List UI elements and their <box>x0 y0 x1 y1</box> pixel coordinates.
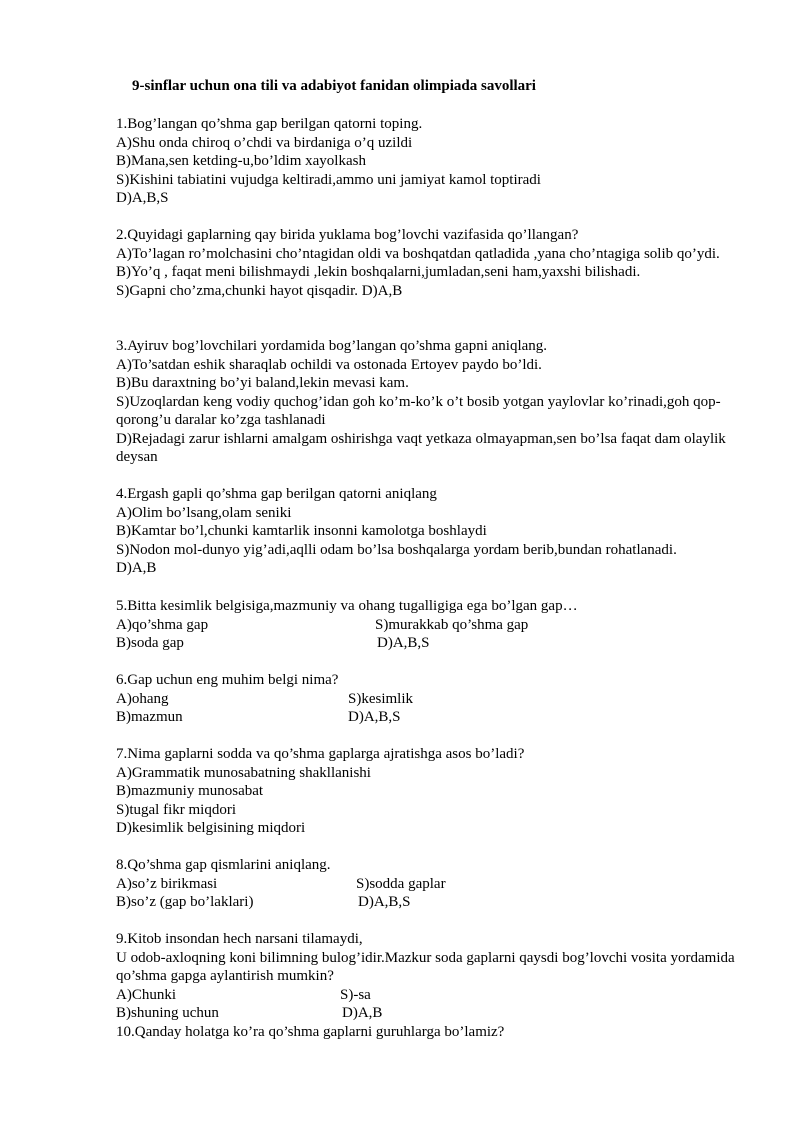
question-4-text: 4.Ergash gapli qo’shma gap berilgan qatorni aniqlang <box>116 486 437 502</box>
question-6-row-2 <box>116 708 746 727</box>
question-10-text: 10.Qanday holatga ko’ra qo’shma gaplarni guruhlarga bo’lamiz? <box>116 1023 505 1040</box>
question-8-row-2 <box>116 893 746 912</box>
question-6-option-b: B)mazmun <box>116 709 183 725</box>
question-4-option-d: D)A,B <box>116 560 157 576</box>
question-5-option-a: A)qo’shma gap <box>116 616 209 633</box>
question-4 <box>116 485 746 578</box>
question-5-row-1 <box>116 616 746 635</box>
question-8-text: 8.Qo’shma gap qismlarini aniqlang. <box>116 857 331 873</box>
question-6 <box>116 671 746 727</box>
question-1-option-s: S)Kishini tabiatini vujudga keltiradi,ammo uni jamiyat kamol toptiradi <box>116 171 541 188</box>
question-5-option-s: S)murakkab qo’shma gap <box>375 616 529 633</box>
question-5-option-d: D)A,B,S <box>377 635 430 651</box>
question-5-text: 5.Bitta kesimlik belgisiga,mazmuniy va ohang tugalligiga ega bo’lgan gap… <box>116 598 578 614</box>
question-3-option-s: S)Uzoqlardan keng vodiy quchog’idan goh ko’m-ko’k o’t bosib yotgan yaylovlar ko’rinadi,goh qop-qorong’u daralar ko’zga tashlanadi <box>116 393 721 428</box>
question-3 <box>116 337 746 467</box>
question-1 <box>116 115 746 208</box>
question-3-option-d: D)Rejadagi zarur ishlarni amalgam oshirishga vaqt yetkaza olmayapman,sen bo’lsa faqat dam olaylik deysan <box>116 430 726 465</box>
question-9-option-d: D)A,B <box>342 1005 383 1021</box>
question-7-text: 7.Nima gaplarni sodda va qo’shma gaplarga ajratishga asos bo’ladi? <box>116 746 525 762</box>
question-2-text: 2.Quyidagi gaplarning qay birida yuklama bog’lovchi vazifasida qo’llangan? <box>116 227 579 243</box>
question-3-option-a: A)To’satdan eshik sharaqlab ochildi va ostonada Ertoyev paydo bo’ldi. <box>116 356 542 373</box>
question-6-option-d: D)A,B,S <box>348 709 401 725</box>
question-1-option-a: A)Shu onda chiroq o’chdi va birdaniga o’q uzildi <box>116 134 413 151</box>
question-1-text: 1.Bog’langan qo’shma gap berilgan qatorni toping. <box>116 116 423 132</box>
question-8 <box>116 856 746 912</box>
question-3-text: 3.Ayiruv bog’lovchilari yordamida bog’langan qo’shma gapni aniqlang. <box>116 338 548 354</box>
question-5-row-2 <box>116 634 746 653</box>
document-title: 9-sinflar uchun ona tili va adabiyot fanidan olimpiada savollari <box>132 78 536 94</box>
question-5 <box>116 597 746 653</box>
question-6-text: 6.Gap uchun eng muhim belgi nima? <box>116 672 339 688</box>
question-9-option-b: B)shuning uchun <box>116 1005 219 1021</box>
question-5-option-b: B)soda gap <box>116 635 184 651</box>
question-2 <box>116 226 746 300</box>
question-8-option-b: B)so’z (gap bo’laklari) <box>116 894 254 910</box>
question-9 <box>116 930 746 1041</box>
question-4-option-s: S)Nodon mol-dunyo yig’adi,aqlli odam bo’lsa boshqalarga yordam berib,bundan rohatlanadi. <box>116 541 677 558</box>
question-2-option-b: B)Yo’q , faqat meni bilishmaydi ,lekin boshqalarni,jumladan,seni ham,yaxshi bilishadi. <box>116 264 641 280</box>
question-6-option-a: A)ohang <box>116 690 169 707</box>
question-4-option-a: A)Olim bo’lsang,olam seniki <box>116 504 292 521</box>
question-9-option-s: S)-sa <box>340 986 371 1003</box>
question-8-option-d: D)A,B,S <box>358 894 411 910</box>
question-7-option-b: B)mazmuniy munosabat <box>116 783 264 799</box>
question-8-option-a: A)so’z birikmasi <box>116 875 218 892</box>
question-8-option-s: S)sodda gaplar <box>356 875 446 892</box>
question-9-text-line-2: U odob-axloqning koni bilimning bulog’idir.Mazkur soda gaplarni qaysdi bog’lovchi vosita yordamida qo’shma gapga aylantirish mumkin? <box>116 949 735 984</box>
question-4-option-b: B)Kamtar bo’l,chunki kamtarlik insonni kamolotga boshlaydi <box>116 523 487 539</box>
question-7 <box>116 745 746 838</box>
question-1-option-d: D)A,B,S <box>116 190 169 206</box>
question-6-option-s: S)kesimlik <box>348 690 414 707</box>
question-2-option-s-d: S)Gapni cho’zma,chunki hayot qisqadir. D)A,B <box>116 282 403 299</box>
question-7-option-d: D)kesimlik belgisining miqdori <box>116 820 306 836</box>
question-9-option-a: A)Chunki <box>116 986 176 1003</box>
question-9-row-1 <box>116 986 746 1005</box>
question-1-option-b: B)Mana,sen ketding-u,bo’ldim xayolkash <box>116 153 366 169</box>
question-9-text-line-1: 9.Kitob insondan hech narsani tilamaydi, <box>116 931 363 947</box>
question-8-row-1 <box>116 875 746 894</box>
question-7-option-s: S)tugal fikr miqdori <box>116 801 236 818</box>
question-2-option-a: A)To’lagan ro’molchasini cho’ntagidan oldi va boshqatdan qatladida ,yana cho’ntagiga solib qo’ydi. <box>116 245 720 262</box>
question-6-row-1 <box>116 690 746 709</box>
question-7-option-a: A)Grammatik munosabatning shakllanishi <box>116 764 371 781</box>
question-3-option-b: B)Bu daraxtning bo’yi baland,lekin mevasi kam. <box>116 375 409 391</box>
question-9-row-2 <box>116 1004 746 1023</box>
